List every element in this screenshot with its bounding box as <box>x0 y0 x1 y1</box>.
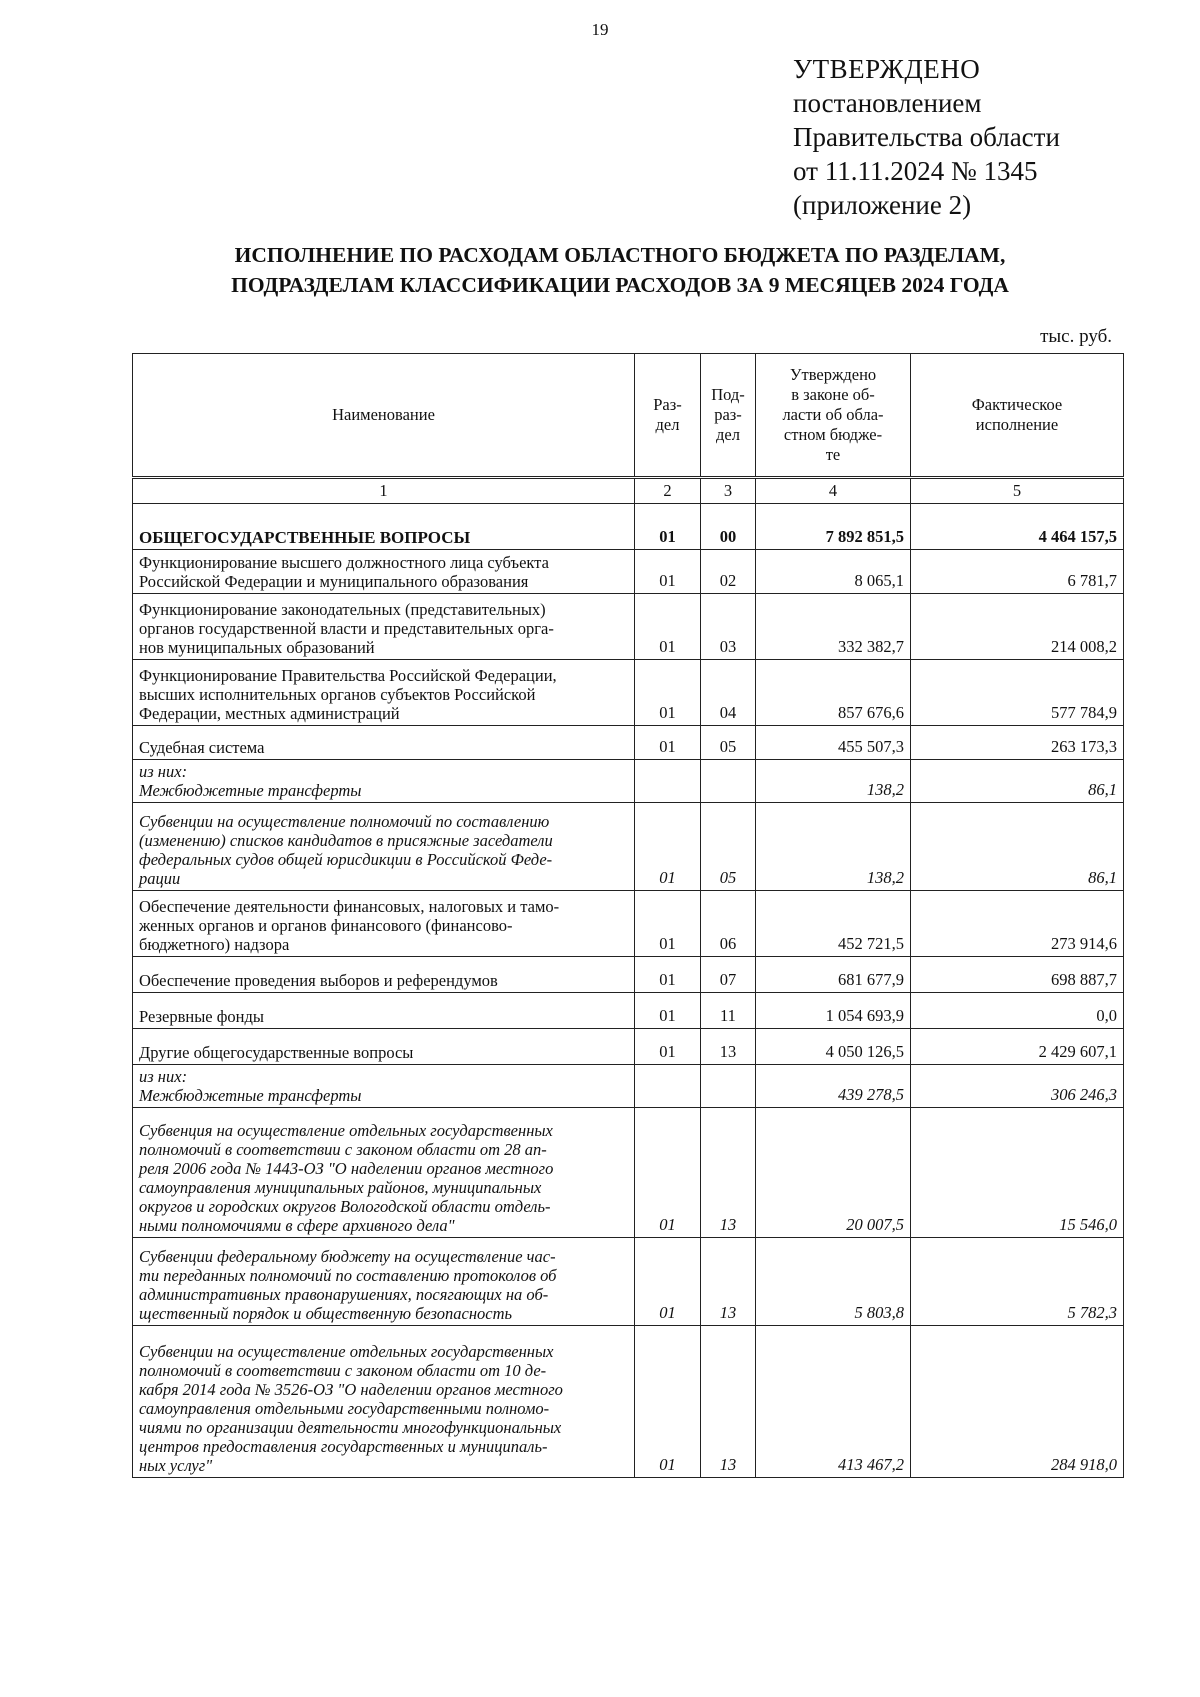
cell-name: Функционирование законодательных (представительных) органов государственной власти и представительных орга- нов муниципальных образований <box>133 594 635 660</box>
cell-name: Другие общегосударственные вопросы <box>133 1029 635 1065</box>
cell-actual: 2 429 607,1 <box>911 1029 1124 1065</box>
cell-subsection: 05 <box>701 726 756 760</box>
table-row <box>133 1326 1124 1478</box>
cell-subsection: 03 <box>701 594 756 660</box>
cell-approved: 20 007,5 <box>756 1108 911 1238</box>
column-number: 4 <box>756 478 911 504</box>
approval-heading: УТВЕРЖДЕНО <box>793 54 981 84</box>
cell-actual: 86,1 <box>911 760 1124 803</box>
cell-name: ОБЩЕГОСУДАРСТВЕННЫЕ ВОПРОСЫ <box>133 504 635 550</box>
table-row <box>133 660 1124 726</box>
cell-approved: 857 676,6 <box>756 660 911 726</box>
header-approved: Утверждено в законе об- ласти об обла- стном бюдже- те <box>756 354 911 478</box>
table-row <box>133 1029 1124 1065</box>
cell-actual: 698 887,7 <box>911 957 1124 993</box>
cell-name: Субвенции на осуществление полномочий по составлению (изменению) списков кандидатов в присяжные заседатели федеральных судов общей юрисдикции в Российской Феде- рации <box>133 803 635 891</box>
cell-actual: 5 782,3 <box>911 1238 1124 1326</box>
cell-actual: 15 546,0 <box>911 1108 1124 1238</box>
cell-subsection: 13 <box>701 1108 756 1238</box>
cell-subsection: 06 <box>701 891 756 957</box>
cell-section: 01 <box>635 803 701 891</box>
header-subsection: Под- раз- дел <box>701 354 756 478</box>
table-row <box>133 803 1124 891</box>
cell-name: Субвенция на осуществление отдельных государственных полномочий в соответствии с законом области от 28 ап- реля 2006 года № 1443-ОЗ "О наделении органов местного самоуправления муниципальных районов, муниципальных округов и городских округов Вологодской области отдель- ными полномочиями в сфере архивного дела" <box>133 1108 635 1238</box>
table-row <box>133 550 1124 594</box>
cell-section: 01 <box>635 1238 701 1326</box>
cell-name: Обеспечение проведения выборов и референдумов <box>133 957 635 993</box>
cell-subsection: 11 <box>701 993 756 1029</box>
cell-approved: 5 803,8 <box>756 1238 911 1326</box>
cell-approved: 455 507,3 <box>756 726 911 760</box>
cell-name: Резервные фонды <box>133 993 635 1029</box>
cell-actual: 4 464 157,5 <box>911 504 1124 550</box>
cell-approved: 452 721,5 <box>756 891 911 957</box>
cell-name: Функционирование Правительства Российской Федерации, высших исполнительных органов субъектов Российской Федерации, местных администраций <box>133 660 635 726</box>
cell-name: из них: Межбюджетные трансферты <box>133 1065 635 1108</box>
page-number: 19 <box>591 20 609 39</box>
cell-name: Субвенции на осуществление отдельных государственных полномочий в соответствии с законом области от 10 де- кабря 2014 года № 3526-ОЗ "О наделении органов местного самоуправления отдельными государственными полномо- чиями по организации деятельности многофункциональных центров предоставления государственных и муниципаль- ных услуг" <box>133 1326 635 1478</box>
table-row <box>133 760 1124 803</box>
budget-table <box>132 353 1124 1478</box>
cell-subsection <box>701 1065 756 1108</box>
cell-subsection: 07 <box>701 957 756 993</box>
approval-line: (приложение 2) <box>793 190 972 220</box>
cell-actual: 577 784,9 <box>911 660 1124 726</box>
approval-line: Правительства области <box>793 122 1060 152</box>
cell-approved: 4 050 126,5 <box>756 1029 911 1065</box>
column-number: 2 <box>635 478 701 504</box>
table-row <box>133 594 1124 660</box>
header-name: Наименование <box>133 354 635 478</box>
document-title <box>120 240 1120 300</box>
cell-actual: 86,1 <box>911 803 1124 891</box>
table-row <box>133 993 1124 1029</box>
cell-name: Судебная система <box>133 726 635 760</box>
cell-subsection: 05 <box>701 803 756 891</box>
cell-name: Функционирование высшего должностного лица субъекта Российской Федерации и муниципального образования <box>133 550 635 594</box>
cell-section <box>635 1065 701 1108</box>
cell-actual: 6 781,7 <box>911 550 1124 594</box>
cell-approved: 1 054 693,9 <box>756 993 911 1029</box>
cell-name: Субвенции федеральному бюджету на осуществление час- ти переданных полномочий по составлению протоколов об административных правонарушениях, посягающих на об- щественный порядок и общественную безопасность <box>133 1238 635 1326</box>
cell-subsection: 13 <box>701 1238 756 1326</box>
cell-approved: 138,2 <box>756 760 911 803</box>
cell-subsection: 02 <box>701 550 756 594</box>
cell-approved: 413 467,2 <box>756 1326 911 1478</box>
cell-approved: 138,2 <box>756 803 911 891</box>
cell-section: 01 <box>635 550 701 594</box>
cell-section: 01 <box>635 891 701 957</box>
column-number-row <box>133 478 1124 504</box>
cell-section <box>635 760 701 803</box>
table-body <box>133 504 1124 1478</box>
header-actual: Фактическое исполнение <box>911 354 1124 478</box>
cell-approved: 681 677,9 <box>756 957 911 993</box>
cell-approved: 7 892 851,5 <box>756 504 911 550</box>
cell-subsection: 13 <box>701 1029 756 1065</box>
title-line: ИСПОЛНЕНИЕ ПО РАСХОДАМ ОБЛАСТНОГО БЮДЖЕТА ПО РАЗДЕЛАМ, <box>234 243 1006 267</box>
cell-section: 01 <box>635 504 701 550</box>
cell-section: 01 <box>635 726 701 760</box>
approval-line: постановлением <box>793 88 982 118</box>
cell-section: 01 <box>635 1326 701 1478</box>
title-line: ПОДРАЗДЕЛАМ КЛАССИФИКАЦИИ РАСХОДОВ ЗА 9 МЕСЯЦЕВ 2024 ГОДА <box>231 273 1009 297</box>
cell-actual: 0,0 <box>911 993 1124 1029</box>
header-row <box>133 354 1124 478</box>
cell-subsection: 13 <box>701 1326 756 1478</box>
cell-approved: 332 382,7 <box>756 594 911 660</box>
header-section: Раз- дел <box>635 354 701 478</box>
cell-actual: 306 246,3 <box>911 1065 1124 1108</box>
approval-line: от 11.11.2024 № 1345 <box>793 156 1038 186</box>
column-number: 5 <box>911 478 1124 504</box>
column-number: 1 <box>133 478 635 504</box>
cell-actual: 273 914,6 <box>911 891 1124 957</box>
cell-subsection: 00 <box>701 504 756 550</box>
table-row <box>133 1065 1124 1108</box>
cell-subsection <box>701 760 756 803</box>
cell-actual: 214 008,2 <box>911 594 1124 660</box>
cell-section: 01 <box>635 1108 701 1238</box>
cell-name: Обеспечение деятельности финансовых, налоговых и тамо- женных органов и органов финансового (финансово- бюджетного) надзора <box>133 891 635 957</box>
approval-stamp <box>793 52 1060 222</box>
table-row <box>133 1108 1124 1238</box>
units-label: тыс. руб. <box>1040 326 1112 347</box>
table-row <box>133 504 1124 550</box>
table-row <box>133 1238 1124 1326</box>
column-number: 3 <box>701 478 756 504</box>
table-row <box>133 726 1124 760</box>
cell-approved: 8 065,1 <box>756 550 911 594</box>
cell-section: 01 <box>635 993 701 1029</box>
cell-section: 01 <box>635 594 701 660</box>
cell-actual: 284 918,0 <box>911 1326 1124 1478</box>
cell-subsection: 04 <box>701 660 756 726</box>
cell-section: 01 <box>635 660 701 726</box>
table-row <box>133 891 1124 957</box>
cell-actual: 263 173,3 <box>911 726 1124 760</box>
cell-name: из них: Межбюджетные трансферты <box>133 760 635 803</box>
cell-approved: 439 278,5 <box>756 1065 911 1108</box>
cell-section: 01 <box>635 957 701 993</box>
cell-section: 01 <box>635 1029 701 1065</box>
table-row <box>133 957 1124 993</box>
